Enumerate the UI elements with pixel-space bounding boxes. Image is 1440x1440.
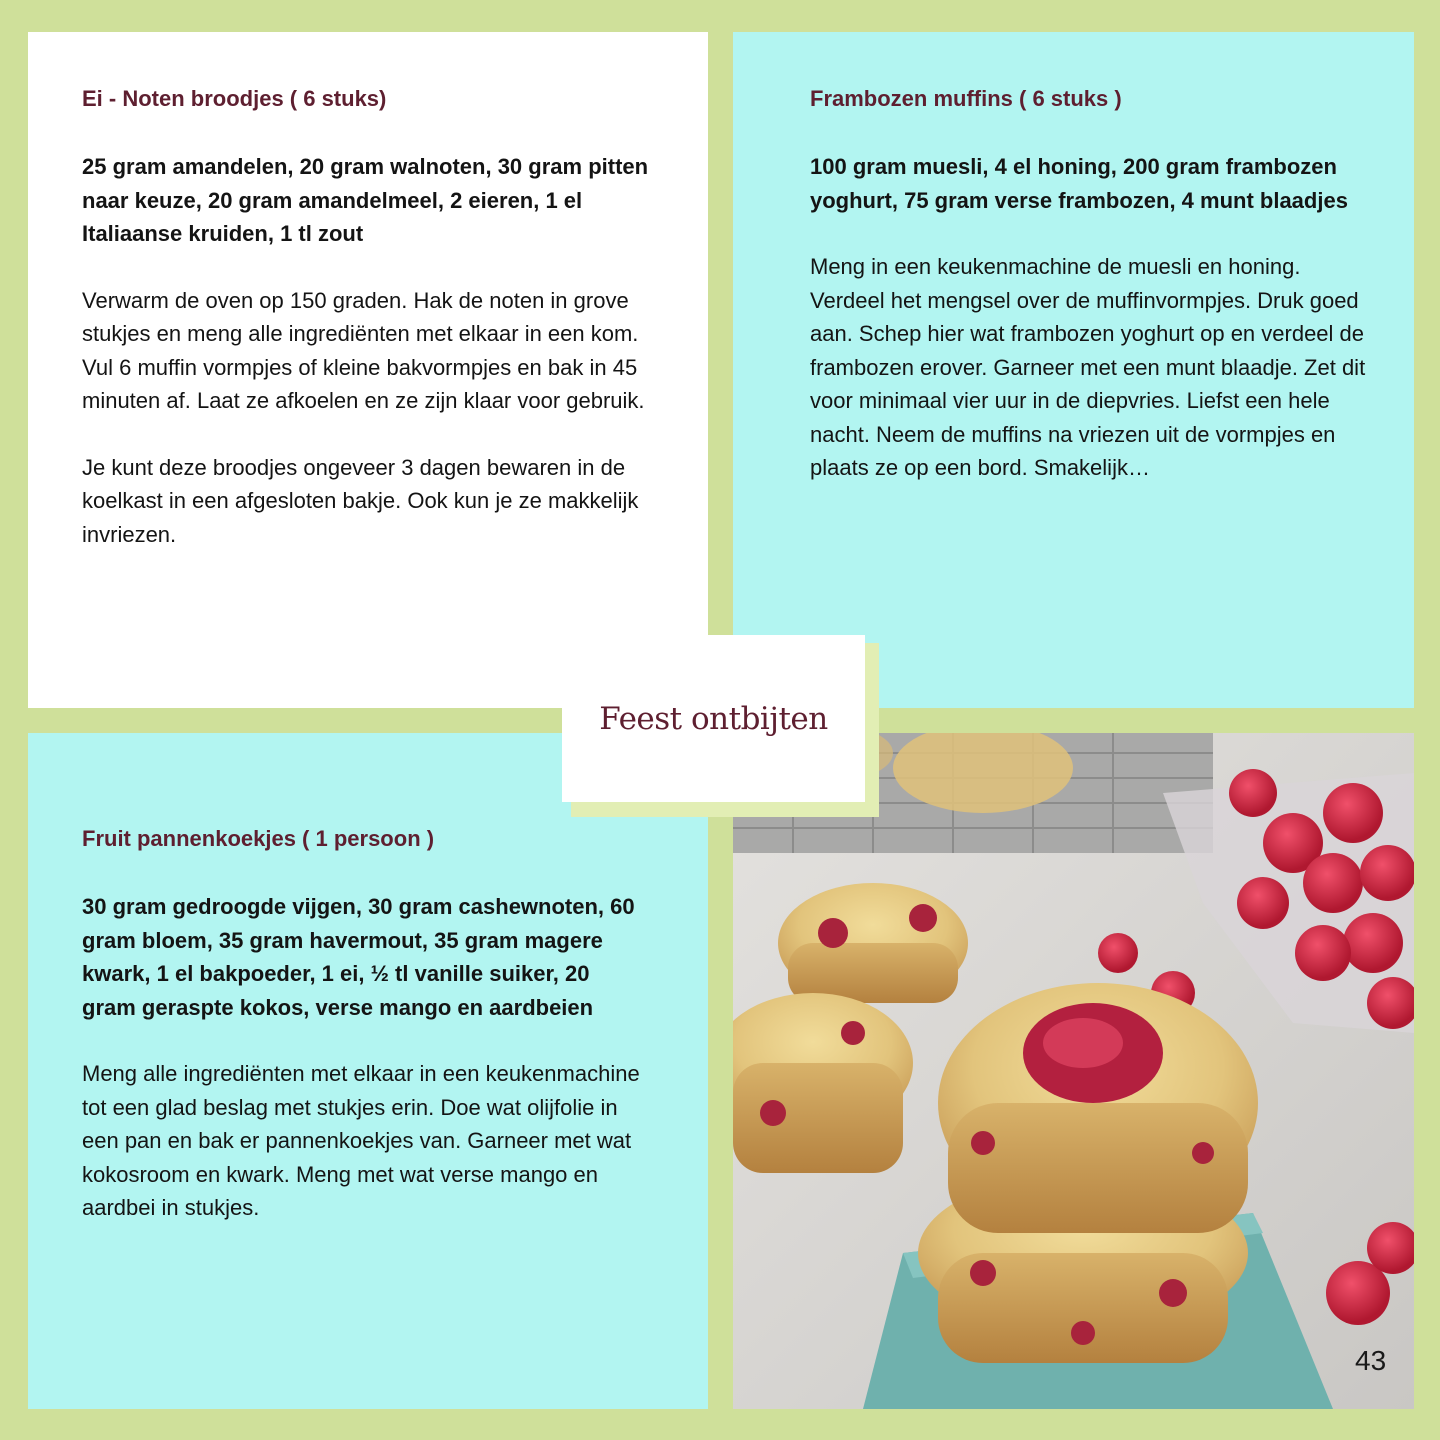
recipe-title: Ei - Noten broodjes ( 6 stuks) (82, 86, 387, 111)
recipe-content (810, 84, 1380, 518)
recipe-content (82, 84, 652, 584)
recipe-instructions: Meng alle ingrediënten met elkaar in een keukenmachine tot een glad beslag met stukjes erin. Doe wat olijfolie in een pan en bak er pannenkoekjes van. Garneer met wat kokosroom en kwark. Meng met wat verse mango en aardbei in stukjes. (82, 1061, 640, 1220)
recipe-instructions: Meng in een keukenmachine de muesli en honing. Verdeel het mengsel over de muffinvormpjes. Druk goed aan. Schep hier wat frambozen yoghurt op en verdeel de frambozen erover. Garneer met een munt blaadje. Zet dit voor minimaal vier uur in de diepvries. Liefst een hele nacht. Neem de muffins na vriezen uit de vormpjes en plaats ze op een bord. Smakelijk… (810, 254, 1366, 480)
muffin-photo (733, 733, 1414, 1409)
recipe-card-egg-nut-buns (28, 32, 708, 708)
recipe-storage-note: Je kunt deze broodjes ongeveer 3 dagen bewaren in de koelkast in een afgesloten bakje. Ook kun je ze makkelijk invriezen. (82, 454, 639, 547)
raspberry-muffin-illustration (733, 733, 1414, 1409)
recipe-ingredients: 25 gram amandelen, 20 gram walnoten, 30 gram pitten naar keuze, 20 gram amandelmeel, 2 eieren, 1 el Italiaanse kruiden, 1 tl zout (82, 154, 649, 246)
page-number: 43 (1355, 1345, 1387, 1376)
section-title-card (562, 635, 865, 802)
recipe-instructions: Verwarm de oven op 150 graden. Hak de noten in grove stukjes en meng alle ingrediënten met elkaar in een kom. Vul 6 muffin vormpjes of kleine bakvormpjes en bak in 45 minuten af. Laat ze afkoelen en ze zijn klaar voor gebruik. (82, 287, 645, 413)
section-title: Feest ontbijten (599, 700, 828, 737)
recipe-card-raspberry-muffins (733, 32, 1414, 708)
recipe-card-fruit-pancakes (28, 733, 708, 1409)
recipe-content (82, 824, 642, 1258)
recipe-ingredients: 30 gram gedroogde vijgen, 30 gram cashewnoten, 60 gram bloem, 35 gram havermout, 35 gram magere kwark, 1 el bakpoeder, 1 ei, ½ tl vanille suiker, 20 gram geraspte kokos, verse mango en aardbeien (82, 894, 635, 1020)
recipe-title: Fruit pannenkoekjes ( 1 persoon ) (82, 826, 435, 851)
recipe-ingredients: 100 gram muesli, 4 el honing, 200 gram frambozen yoghurt, 75 gram verse frambozen, 4 munt blaadjes (810, 154, 1348, 213)
recipe-title: Frambozen muffins ( 6 stuks ) (810, 86, 1122, 111)
